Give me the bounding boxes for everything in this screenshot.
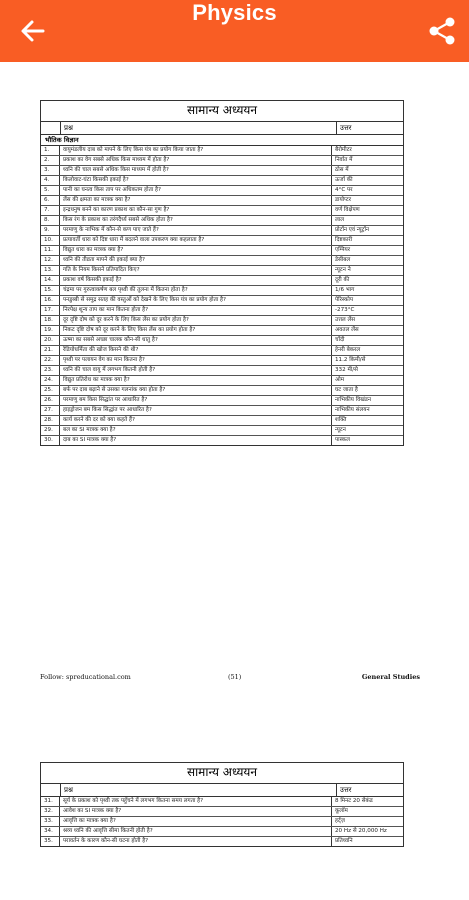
table-row: [41, 406, 403, 416]
row-number: 14.: [41, 276, 60, 285]
table-row: [41, 426, 403, 436]
row-question: पृथ्वी पर पलायन वेग का मान कितना है?: [60, 356, 332, 365]
row-answer: 8 मिनट 20 सेकंड: [335, 798, 373, 804]
row-answer: नाभिकीय संलयन: [335, 407, 370, 413]
table-row: [41, 146, 403, 156]
row-question: वायुमंडलीय दाब को मापने के लिए किस यंत्र का प्रयोग किया जाता है?: [60, 146, 332, 155]
row-number: 7.: [41, 206, 60, 215]
document-viewer[interactable]: [0, 62, 469, 900]
row-number: 3.: [41, 166, 60, 175]
table-row: [41, 336, 403, 346]
row-question: इन्द्रधनुष बनने का कारण प्रकाश का कौन-सा गुण है?: [60, 206, 332, 215]
row-question: निरपेक्ष शून्य ताप का मान कितना होता है?: [60, 306, 332, 315]
table-row: [41, 206, 403, 216]
table-row: [41, 366, 403, 376]
row-number: 12.: [41, 256, 60, 265]
row-answer: उत्तल लेंस: [335, 317, 356, 323]
row-answer: ओम: [335, 377, 345, 383]
footer-website: Follow: spreducational.com: [40, 673, 131, 681]
row-question: बल का SI मात्रक क्या है?: [60, 426, 332, 435]
table-row: [41, 216, 403, 226]
row-number: 1.: [41, 146, 60, 155]
row-number: 25.: [41, 386, 60, 395]
row-question: पनडुब्बी से समुद्र सतह की वस्तुओं को देखने के लिए किस यंत्र का प्रयोग होता है?: [60, 296, 332, 305]
row-answer: कूलॉम: [335, 808, 348, 814]
row-question: परमाणु के नाभिक में कौन-से कण पाए जाते हैं?: [60, 226, 332, 235]
app-bar: [0, 0, 469, 62]
row-number: 9.: [41, 226, 60, 235]
row-answer: हर्ट्ज़: [335, 818, 345, 824]
page-footer: [40, 673, 420, 685]
row-question: चंद्रमा पर गुरुत्वाकर्षण बल पृथ्वी की तुलना में कितना होता है?: [60, 286, 332, 295]
row-question: दूर दृष्टि दोष को दूर करने के लिए किस लेंस का प्रयोग होता है?: [60, 316, 332, 325]
table-row: [41, 436, 403, 445]
row-number: 16.: [41, 296, 60, 305]
row-question: निकट दृष्टि दोष को दूर करने के लिए किस लेंस का प्रयोग होता है?: [60, 326, 332, 335]
row-number: 35.: [41, 837, 60, 846]
row-answer: बैरोमीटर: [335, 147, 352, 153]
table-row: [41, 246, 403, 256]
row-answer: वर्ण विक्षेपण: [335, 207, 360, 213]
row-question: बर्फ पर दाब बढ़ाने से उसका गलनांक क्या होता है?: [60, 386, 332, 395]
row-question: दाब का SI मात्रक क्या है?: [60, 436, 332, 445]
table-header: [41, 784, 403, 797]
row-question: सूर्य के प्रकाश को पृथ्वी तक पहुँचने में लगभग कितना समय लगता है?: [60, 797, 332, 806]
row-answer: एम्पियर: [335, 247, 351, 253]
row-answer: हेनरी बेकरल: [335, 347, 361, 353]
document-title: सामान्य अध्ययन: [41, 101, 403, 122]
table-row: [41, 156, 403, 166]
column-number: [41, 784, 61, 796]
row-question: श्रव्य ध्वनि की आवृत्ति सीमा कितनी होती है?: [60, 827, 332, 836]
row-number: 17.: [41, 306, 60, 315]
row-number: 34.: [41, 827, 60, 836]
footer-subject: General Studies: [361, 673, 420, 681]
row-answer: 4°C पर: [335, 187, 353, 193]
row-number: 26.: [41, 396, 60, 405]
row-number: 24.: [41, 376, 60, 385]
row-answer: दूरी की: [335, 277, 350, 283]
row-number: 19.: [41, 326, 60, 335]
row-question: पानी का घनत्व किस ताप पर अधिकतम होता है?: [60, 186, 332, 195]
table-row: [41, 306, 403, 316]
row-answer: 1/6 भाग: [335, 287, 355, 293]
table-row: [41, 807, 403, 817]
row-answer: शक्ति: [335, 417, 347, 423]
row-number: 5.: [41, 186, 60, 195]
table-row: [41, 316, 403, 326]
row-number: 33.: [41, 817, 60, 826]
row-question: प्रकाश का वेग सबसे अधिक किस माध्यम में होता है?: [60, 156, 332, 165]
row-number: 2.: [41, 156, 60, 165]
column-number: [41, 122, 61, 134]
row-question: गति के नियम किसने प्रतिपादित किए?: [60, 266, 332, 275]
row-answer: 20 Hz से 20,000 Hz: [335, 828, 387, 834]
table-row: [41, 416, 403, 426]
row-number: 15.: [41, 286, 60, 295]
table-row: [41, 186, 403, 196]
table-header: [41, 122, 403, 135]
row-answer: प्रोटॉन एवं न्यूट्रॉन: [335, 227, 370, 233]
question-table: [41, 146, 403, 445]
table-row: [41, 326, 403, 336]
row-number: 6.: [41, 196, 60, 205]
question-table: [41, 797, 403, 846]
row-question: लेंस की क्षमता का मात्रक क्या है?: [60, 196, 332, 205]
table-row: [41, 276, 403, 286]
row-answer: लाल: [335, 217, 345, 223]
row-answer: 332 मी/से: [335, 367, 358, 373]
table-row: [41, 376, 403, 386]
table-row: [41, 256, 403, 266]
row-question: ध्वनि की चाल वायु में लगभग कितनी होती है?: [60, 366, 332, 375]
row-question: परमाणु बम किस सिद्धांत पर आधारित है?: [60, 396, 332, 405]
row-number: 30.: [41, 436, 60, 445]
table-row: [41, 837, 403, 846]
row-answer: दिष्टकारी: [335, 237, 353, 243]
row-question: किलोवाट-घंटा किसकी इकाई है?: [60, 176, 332, 185]
row-answer: ऊर्जा की: [335, 177, 353, 183]
column-question: प्रश्न: [61, 784, 337, 796]
table-row: [41, 286, 403, 296]
row-number: 27.: [41, 406, 60, 415]
footer-page-number: (51): [228, 673, 242, 681]
row-answer: अवतल लेंस: [335, 327, 359, 333]
document-page-2: [40, 762, 404, 847]
row-answer: न्यूटन ने: [335, 267, 351, 273]
table-row: [41, 797, 403, 807]
row-number: 4.: [41, 176, 60, 185]
row-answer: घट जाता है: [335, 387, 358, 393]
row-number: 11.: [41, 246, 60, 255]
document-title: सामान्य अध्ययन: [41, 763, 403, 784]
row-answer: 11.2 किमी/से: [335, 357, 366, 363]
table-row: [41, 236, 403, 246]
page-title: Physics: [192, 0, 277, 25]
table-row: [41, 166, 403, 176]
row-answer: डेसीबल: [335, 257, 351, 263]
row-number: 29.: [41, 426, 60, 435]
column-answer: उत्तर: [340, 124, 352, 132]
row-answer: चाँदी: [335, 337, 345, 343]
row-number: 18.: [41, 316, 60, 325]
row-answer: पास्कल: [335, 437, 350, 443]
row-question: कार्य करने की दर को क्या कहते हैं?: [60, 416, 332, 425]
row-question: विद्युत धारा का मात्रक क्या है?: [60, 246, 332, 255]
row-question: ध्वनि की चाल सबसे अधिक किस माध्यम में होती है?: [60, 166, 332, 175]
row-answer: न्यूटन: [335, 427, 346, 433]
document-page-1: [40, 100, 404, 446]
table-row: [41, 386, 403, 396]
column-answer: उत्तर: [340, 786, 352, 794]
row-question: हाइड्रोजन बम किस सिद्धांत पर आधारित है?: [60, 406, 332, 415]
row-number: 20.: [41, 336, 60, 345]
row-answer: ठोस में: [335, 167, 349, 173]
row-number: 31.: [41, 797, 60, 806]
row-question: आवेश का SI मात्रक क्या है?: [60, 807, 332, 816]
row-answer: नाभिकीय विखंडन: [335, 397, 371, 403]
table-row: [41, 226, 403, 236]
row-answer: निर्वात में: [335, 157, 353, 163]
row-question: विद्युत प्रतिरोध का मात्रक क्या है?: [60, 376, 332, 385]
table-row: [41, 396, 403, 406]
row-answer: पेरिस्कोप: [335, 297, 354, 303]
row-question: प्रत्यावर्ती धारा को दिष्ट धारा में बदलने वाला उपकरण क्या कहलाता है?: [60, 236, 332, 245]
row-number: 23.: [41, 366, 60, 375]
row-number: 8.: [41, 216, 60, 225]
table-row: [41, 356, 403, 366]
table-row: [41, 827, 403, 837]
row-question: आवृत्ति का मात्रक क्या है?: [60, 817, 332, 826]
table-row: [41, 196, 403, 206]
row-answer: प्रतिध्वनि: [335, 838, 353, 844]
row-number: 28.: [41, 416, 60, 425]
row-number: 10.: [41, 236, 60, 245]
row-answer: डायोप्टर: [335, 197, 351, 203]
table-row: [41, 266, 403, 276]
share-icon[interactable]: [426, 15, 458, 47]
column-question: प्रश्न: [61, 122, 337, 134]
row-question: किस रंग के प्रकाश का तरंगदैर्ध्य सबसे अधिक होता है?: [60, 216, 332, 225]
table-row: [41, 817, 403, 827]
row-answer: -273°C: [335, 307, 355, 313]
row-number: 21.: [41, 346, 60, 355]
table-row: [41, 346, 403, 356]
row-question: प्रकाश वर्ष किसकी इकाई है?: [60, 276, 332, 285]
row-number: 32.: [41, 807, 60, 816]
table-row: [41, 176, 403, 186]
table-row: [41, 296, 403, 306]
row-question: ध्वनि की तीव्रता मापने की इकाई क्या है?: [60, 256, 332, 265]
row-question: ऊष्मा का सबसे अच्छा चालक कौन-सी धातु है?: [60, 336, 332, 345]
row-number: 13.: [41, 266, 60, 275]
row-question: परावर्तन के कारण कौन-सी घटना होती है?: [60, 837, 332, 846]
row-question: रेडियोधर्मिता की खोज किसने की थी?: [60, 346, 332, 355]
row-number: 22.: [41, 356, 60, 365]
section-heading: भौतिक विज्ञान: [41, 135, 403, 146]
